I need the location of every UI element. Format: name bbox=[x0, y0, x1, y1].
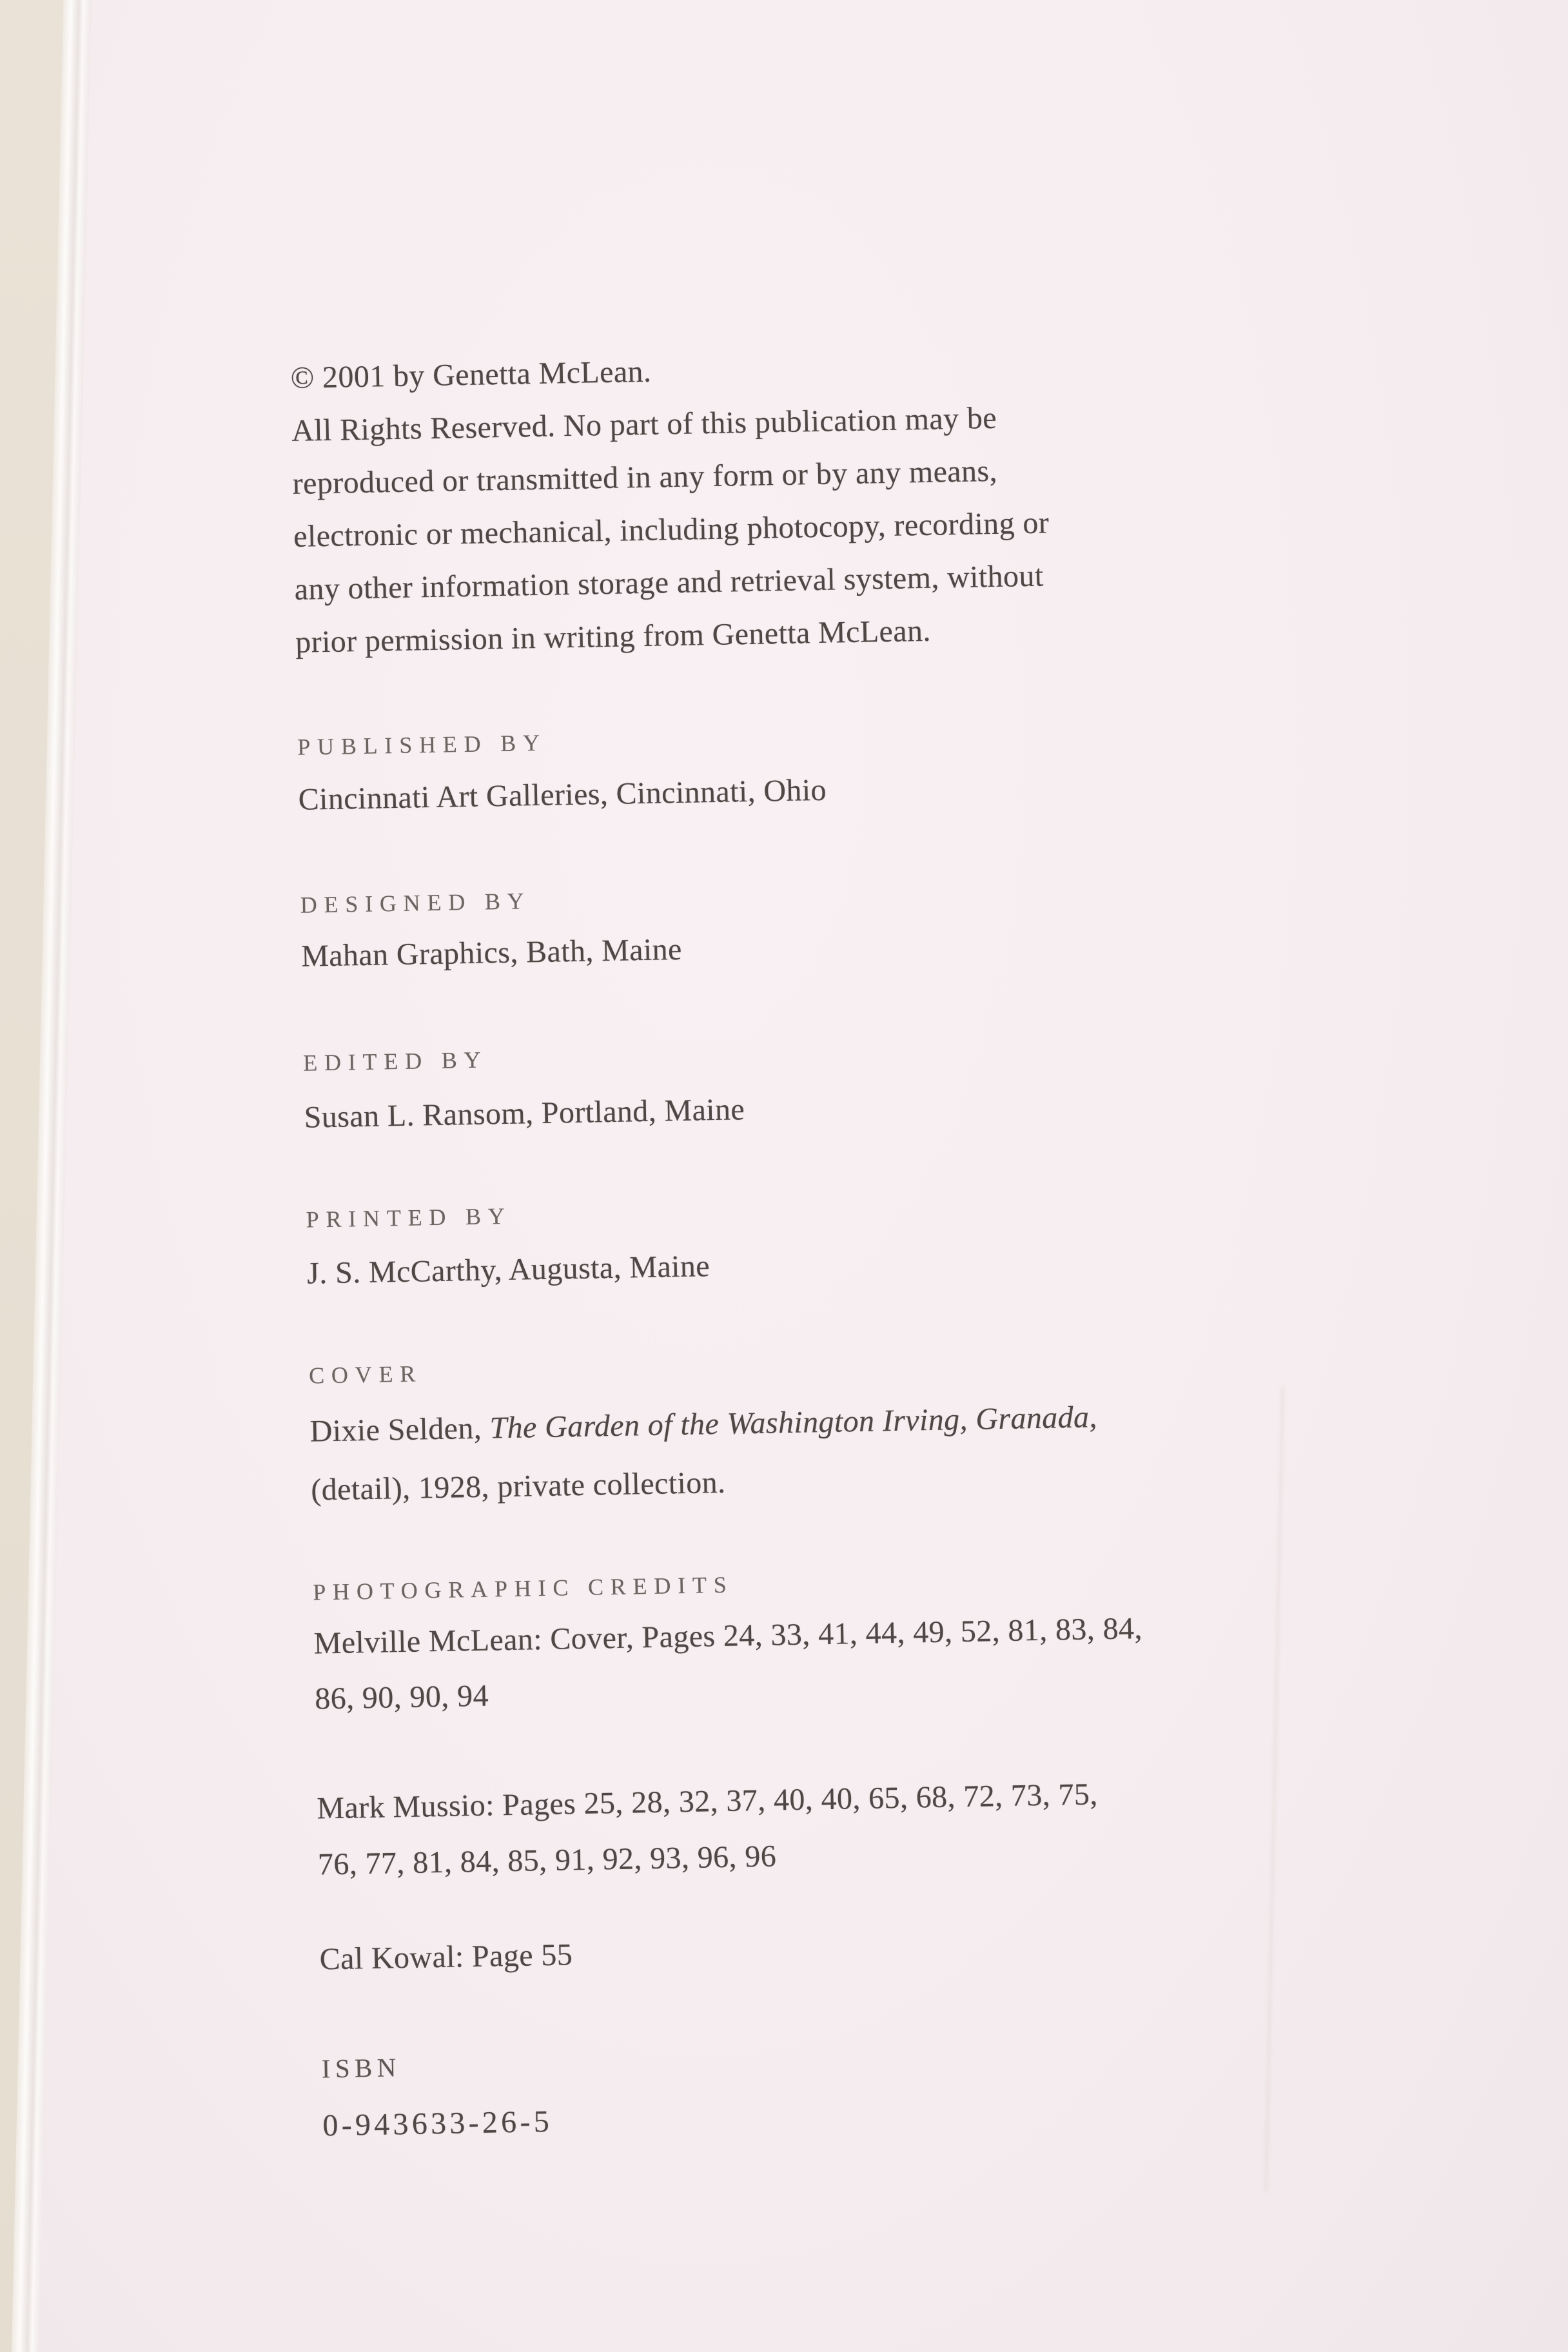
cover-artist: Dixie Selden, bbox=[309, 1411, 491, 1449]
copyright-line: electronic or mechanical, including photocopy, recording or bbox=[293, 505, 1050, 554]
copyright-line: © 2001 by Genetta McLean. bbox=[290, 354, 652, 395]
printer-name: J. S. McCarthy, Augusta, Maine bbox=[306, 1249, 710, 1291]
credit-mussio-line-1: Mark Mussio: Pages 25, 28, 32, 37, 40, 40, 65, 68, 72, 73, 75, bbox=[316, 1777, 1099, 1826]
designer-name: Mahan Graphics, Bath, Maine bbox=[300, 932, 683, 974]
isbn-number: 0-943633-26-5 bbox=[322, 2104, 553, 2143]
copyright-line: any other information storage and retrieval system, without bbox=[294, 558, 1044, 607]
credit-melville-line-1: Melville McLean: Cover, Pages 24, 33, 41, 44, 49, 52, 81, 83, 84, bbox=[313, 1611, 1143, 1661]
cover-artwork-title: The Garden of the Washington Irving, Granada, bbox=[489, 1400, 1098, 1446]
cover-credit-line bbox=[309, 1397, 1097, 1451]
credit-kowal-line: Cal Kowal: Page 55 bbox=[319, 1937, 573, 1977]
isbn-label: ISBN bbox=[321, 2052, 402, 2084]
page-content bbox=[284, 0, 1462, 2351]
editor-name: Susan L. Ransom, Portland, Maine bbox=[304, 1092, 745, 1135]
cover-detail-line: (detail), 1928, private collection. bbox=[310, 1465, 726, 1507]
credit-mussio-line-2: 76, 77, 81, 84, 85, 91, 92, 93, 96, 96 bbox=[317, 1839, 777, 1882]
cover-label: COVER bbox=[308, 1360, 423, 1389]
printed-by-label: PRINTED BY bbox=[306, 1202, 512, 1233]
photographic-credits-label: PHOTOGRAPHIC CREDITS bbox=[312, 1571, 734, 1605]
credit-melville-line-2: 86, 90, 90, 94 bbox=[314, 1678, 489, 1716]
publisher-name: Cincinnati Art Galleries, Cincinnati, Ohio bbox=[298, 772, 827, 817]
copyright-line: All Rights Reserved. No part of this publication may be bbox=[291, 400, 997, 448]
edited-by-label: EDITED BY bbox=[302, 1046, 488, 1076]
designed-by-label: DESIGNED BY bbox=[300, 888, 531, 918]
copyright-line: reproduced or transmitted in any form or by any means, bbox=[292, 453, 998, 501]
published-by-label: PUBLISHED BY bbox=[297, 729, 547, 760]
copyright-line: prior permission in writing from Genetta McLean. bbox=[295, 613, 932, 660]
